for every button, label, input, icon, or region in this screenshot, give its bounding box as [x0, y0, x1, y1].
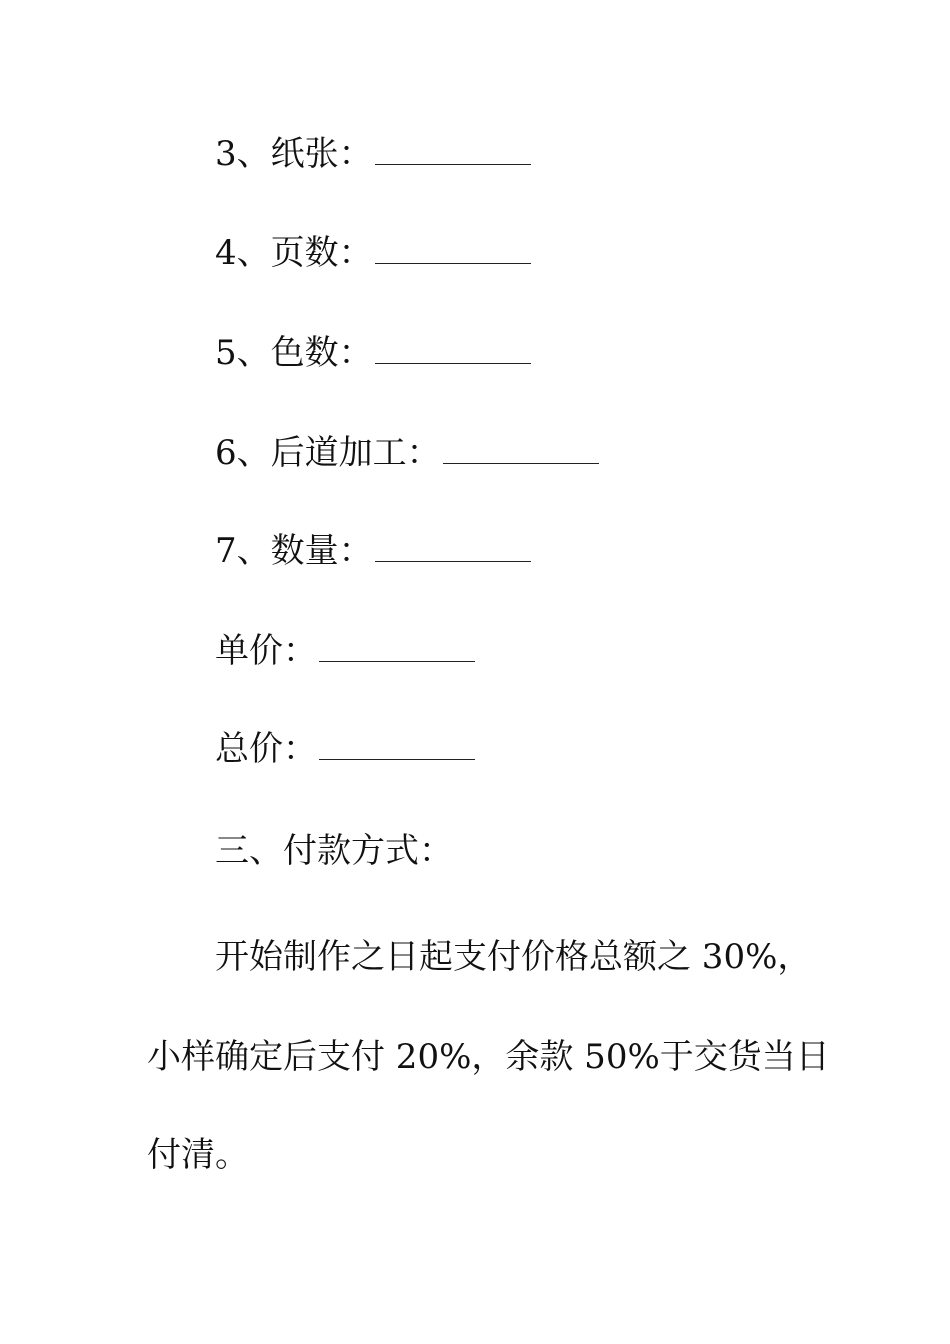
payment-paragraph-line-3: 付清。 — [147, 1135, 249, 1175]
section-heading-payment: 三、付款方式： — [215, 831, 453, 871]
field-total-price-blank — [319, 729, 475, 760]
field-unit-price-blank — [319, 631, 475, 662]
field-unit-price-label: 单价： — [215, 631, 317, 671]
field-quantity-blank — [375, 531, 531, 562]
field-total-price-label: 总价： — [215, 729, 317, 769]
field-quantity-label: 7、数量： — [215, 531, 373, 571]
field-pages — [215, 233, 531, 273]
field-paper-label: 3、纸张： — [215, 134, 373, 174]
field-paper — [215, 134, 531, 174]
field-finishing-blank — [443, 433, 599, 464]
field-quantity — [215, 531, 531, 571]
field-finishing-label: 6、后道加工： — [215, 433, 441, 473]
field-finishing — [215, 433, 599, 473]
field-paper-blank — [375, 134, 531, 165]
field-pages-blank — [375, 233, 531, 264]
field-pages-label: 4、页数： — [215, 233, 373, 273]
field-total-price — [215, 729, 475, 769]
payment-paragraph-line-1: 开始制作之日起支付价格总额之 30%， — [215, 937, 812, 977]
payment-paragraph-line-2: 小样确定后支付 20%，余款 50%于交货当日 — [147, 1037, 830, 1077]
field-colors-label: 5、色数： — [215, 333, 373, 373]
field-colors — [215, 333, 531, 373]
field-unit-price — [215, 631, 475, 671]
field-colors-blank — [375, 333, 531, 364]
